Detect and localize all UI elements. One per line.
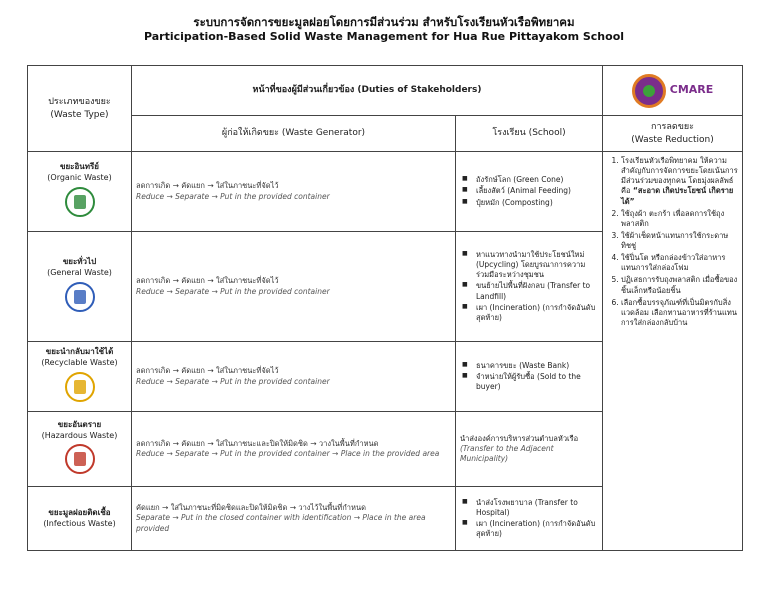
hazardous-bin-icon — [65, 444, 95, 474]
reduction-list — [603, 152, 743, 551]
school-hazardous: นำส่งองค์การบริหารส่วนตำบลหัวเรือ (Transfer to the Adjacent Municipality) — [456, 412, 603, 487]
generator-hazardous: ลดการเกิด → คัดแยก → ใส่ในภาชนะและปิดให้มิดชิด → วางในพื้นที่กำหนด Reduce → Separate → Put in the provided container → Place in the provided area — [132, 412, 456, 487]
header-school: โรงเรียน (School) — [456, 116, 603, 152]
list-item: 4. ใช้ปิ่นโต หรือกล่องข้าวใส่อาหาร แทนการใส่กล่องโฟม — [621, 253, 738, 273]
generator-recyclable: ลดการเกิด → คัดแยก → ใส่ในภาชนะที่จัดไว้ Reduce → Separate → Put in the provided container — [132, 342, 456, 412]
recyclable-bin-icon — [65, 372, 95, 402]
header-generator: ผู้ก่อให้เกิดขยะ (Waste Generator) — [132, 116, 456, 152]
list-item: 1. โรงเรียนหัวเรือพิทยาคม ให้ความสำคัญกับการจัดการขยะโดยเน้นการมีส่วนร่วมของทุกคน โดยมุ่งผลลัพธ์ คือ “สะอาด เกิดประโยชน์ เกิดรายได้” — [621, 156, 738, 207]
logo: CMARE — [603, 66, 743, 116]
list-item: 5. ปฏิเสธการรับถุงพลาสติก เมื่อซื้อของชิ้นเล็กหรือน้อยชิ้น — [621, 275, 738, 295]
list-item: ■ ถังรักษ์โลก (Green Cone) — [470, 175, 598, 185]
waste-type-infectious: ขยะมูลฝอยติดเชื้อ (Infectious Waste) — [28, 487, 132, 551]
list-item: 6. เลือกซื้อบรรจุภัณฑ์ที่เป็นมิตรกับสิ่งแวดล้อม เลือกทานอาหารที่ร้านแทนการใส่กล่องกลับบ้าน — [621, 298, 738, 328]
school-organic — [456, 152, 603, 232]
waste-management-table — [27, 65, 743, 551]
waste-type-hazardous: ขยะอันตราย (Hazardous Waste) — [28, 412, 132, 487]
waste-type-recyclable: ขยะนำกลับมาใช้ได้ (Recyclable Waste) — [28, 342, 132, 412]
header-waste-type: ประเภทของขยะ (Waste Type) — [28, 66, 132, 152]
header-reduction: การลดขยะ (Waste Reduction) — [603, 116, 743, 152]
generator-general: ลดการเกิด → คัดแยก → ใส่ในภาชนะที่จัดไว้ Reduce → Separate → Put in the provided container — [132, 232, 456, 342]
list-item: 3. ใช้ผ้าเช็ดหน้าแทนการใช้กระดาษทิชชู่ — [621, 231, 738, 251]
title-english: Participation-Based Solid Waste Management for Hua Rue Pittayakom School — [143, 30, 625, 43]
cmare-logo-icon — [632, 74, 666, 108]
list-item: ■ เลี้ยงสัตว์ (Animal Feeding) — [470, 186, 598, 196]
list-item: ■ เผา (Incineration) (การกำจัดอันดับสุดท้าย) — [470, 519, 598, 539]
generator-organic: ลดการเกิด → คัดแยก → ใส่ในภาชนะที่จัดไว้ Reduce → Separate → Put in the provided container — [132, 152, 456, 232]
generator-infectious: คัดแยก → ใส่ในภาชนะที่มิดชิดและปิดให้มิดชิด → วางไว้ในพื้นที่กำหนด Separate → Put in the closed container with identification → Place in the area provided — [132, 487, 456, 551]
organic-bin-icon — [65, 187, 95, 217]
list-item: ■ นำส่งโรงพยาบาล (Transfer to Hospital) — [470, 498, 598, 518]
list-item: 2. ใช้ถุงผ้า ตะกร้า เพื่อลดการใช้ถุงพลาสติก — [621, 209, 738, 229]
header-duties: หน้าที่ของผู้มีส่วนเกี่ยวข้อง (Duties of Stakeholders) — [132, 66, 603, 116]
school-infectious — [456, 487, 603, 551]
school-recyclable — [456, 342, 603, 412]
general-bin-icon — [65, 282, 95, 312]
waste-type-organic: ขยะอินทรีย์ (Organic Waste) — [28, 152, 132, 232]
list-item: ■ จำหน่ายให้ผู้รับซื้อ (Sold to the buyer) — [470, 372, 598, 392]
list-item: ■ ธนาคารขยะ (Waste Bank) — [470, 361, 598, 371]
waste-type-general: ขยะทั่วไป (General Waste) — [28, 232, 132, 342]
list-item: ■ ขนย้ายไปพื้นที่ฝังกลบ (Transfer to Landfill) — [470, 281, 598, 301]
title-thai: ระบบการจัดการขยะมูลฝอยโดยการมีส่วนร่วม สำหรับโรงเรียนหัวเรือพิทยาคม — [193, 15, 575, 29]
list-item: ■ ปุ๋ยหมัก (Composting) — [470, 198, 598, 208]
list-item: ■ หาแนวทางนำมาใช้ประโยชน์ใหม่ (Upcycling) โดยบูรณาการความร่วมมือระหว่างชุมชน — [470, 250, 598, 280]
school-general — [456, 232, 603, 342]
list-item: ■ เผา (Incineration) (การกำจัดอันดับสุดท้าย) — [470, 303, 598, 323]
